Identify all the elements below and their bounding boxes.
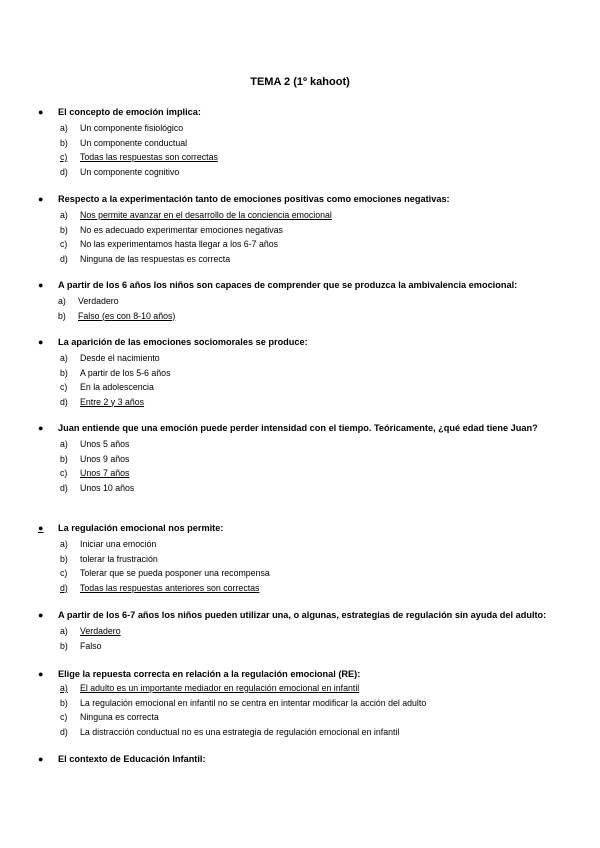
- option-list: [38, 624, 568, 653]
- option-c: c) En la adolescencia: [60, 382, 154, 392]
- question-text: El concepto de emoción implica:: [58, 107, 201, 117]
- option-a: a) Iniciar una emoción: [60, 539, 157, 549]
- option-c-correct: c) Todas las respuestas son correctas: [60, 152, 218, 162]
- option-b: b) A partir de los 5-6 años: [60, 367, 171, 378]
- option-list: [38, 208, 568, 266]
- option-a-correct: a) Verdadero: [60, 626, 121, 636]
- question-text: A partir de los 6 años los niños son capaces de comprender que se produzca la ambivalencia emocional:: [58, 280, 518, 290]
- option-c-correct: c) Unos 7 años: [60, 468, 130, 478]
- question-6: [38, 521, 568, 595]
- option-b-correct: b) Falso (es con 8-10 años): [58, 310, 176, 321]
- bullet: ●: [38, 280, 44, 290]
- question-text: Elige la repuesta correcta en relación a la regulación emocional (RE):: [58, 669, 361, 679]
- bullet: ●: [38, 610, 44, 620]
- page-title: TEMA 2 (1º kahoot): [250, 76, 350, 88]
- question-7: [38, 608, 568, 653]
- option-b: b) tolerar la frustración: [60, 553, 158, 564]
- question-2: [38, 192, 568, 266]
- question-5: [38, 421, 568, 495]
- question-3: [38, 278, 568, 323]
- question-text: La aparición de las emociones sociomorales se produce:: [58, 337, 308, 347]
- question-text: Juan entiende que una emoción puede perder intensidad con el tiempo. Teóricamente, ¿qué edad tiene Juan?: [58, 423, 538, 433]
- question-text: La regulación emocional nos permite:: [58, 523, 224, 533]
- question-8: [38, 667, 568, 739]
- option-b: b) La regulación emocional en infantil no se centra en intentar modificar la acción del adulto: [60, 697, 427, 708]
- bullet: ●: [38, 337, 44, 347]
- option-b: b) No es adecuado experimentar emociones negativas: [60, 224, 283, 235]
- option-d: d) Ninguna de las respuestas es correcta: [60, 253, 231, 264]
- option-list: [38, 537, 568, 595]
- option-b: b) Unos 9 años: [60, 453, 130, 464]
- bullet: ●: [38, 754, 44, 764]
- option-b: b) Un componente conductual: [60, 137, 188, 148]
- bullet: ●: [38, 107, 44, 117]
- question-text: El contexto de Educación Infantil:: [58, 754, 206, 764]
- option-d-correct: d) Todas las respuestas anteriores son correctas: [60, 582, 260, 593]
- option-d: d) Un componente cognitivo: [60, 166, 180, 177]
- question-4: [38, 335, 568, 409]
- option-list: [38, 121, 568, 179]
- option-d-correct: d) Entre 2 y 3 años: [60, 396, 145, 407]
- option-b: b) Falso: [60, 640, 102, 651]
- bullet: ●: [38, 523, 44, 533]
- option-list: [38, 351, 568, 409]
- option-d: d) Unos 10 años: [60, 482, 135, 493]
- option-a-correct: a) Nos permite avanzar en el desarrollo de la conciencia emocional: [60, 210, 332, 220]
- option-c: c) Tolerar que se pueda posponer una recompensa: [60, 568, 270, 578]
- option-list: [38, 437, 568, 495]
- option-list: [38, 294, 568, 323]
- option-a-correct: a) El adulto es un importante mediador en regulación emocional en infantil: [60, 683, 360, 693]
- option-d: d) La distracción conductual no es una estrategia de regulación emocional en infantil: [60, 726, 400, 737]
- question-text: Respecto a la experimentación tanto de emociones positivas como emociones negativas:: [58, 194, 450, 204]
- bullet: ●: [38, 423, 44, 433]
- option-c: c) No las experimentamos hasta llegar a los 6-7 años: [60, 239, 279, 249]
- question-1: [38, 105, 568, 179]
- question-text: A partir de los 6-7 años los niños pueden utilizar una, o algunas, estrategias de regulación sin ayuda del adulto:: [58, 610, 547, 620]
- option-a: a) Un componente fisiológico: [60, 123, 184, 133]
- option-c: c) Ninguna es correcta: [60, 712, 159, 722]
- option-list: [38, 681, 568, 739]
- bullet: ●: [38, 194, 44, 204]
- option-a: a) Verdadero: [58, 296, 119, 306]
- option-a: a) Desde el nacimiento: [60, 353, 160, 363]
- bullet: ●: [38, 669, 44, 679]
- option-a: a) Unos 5 años: [60, 439, 130, 449]
- question-9: [38, 752, 568, 766]
